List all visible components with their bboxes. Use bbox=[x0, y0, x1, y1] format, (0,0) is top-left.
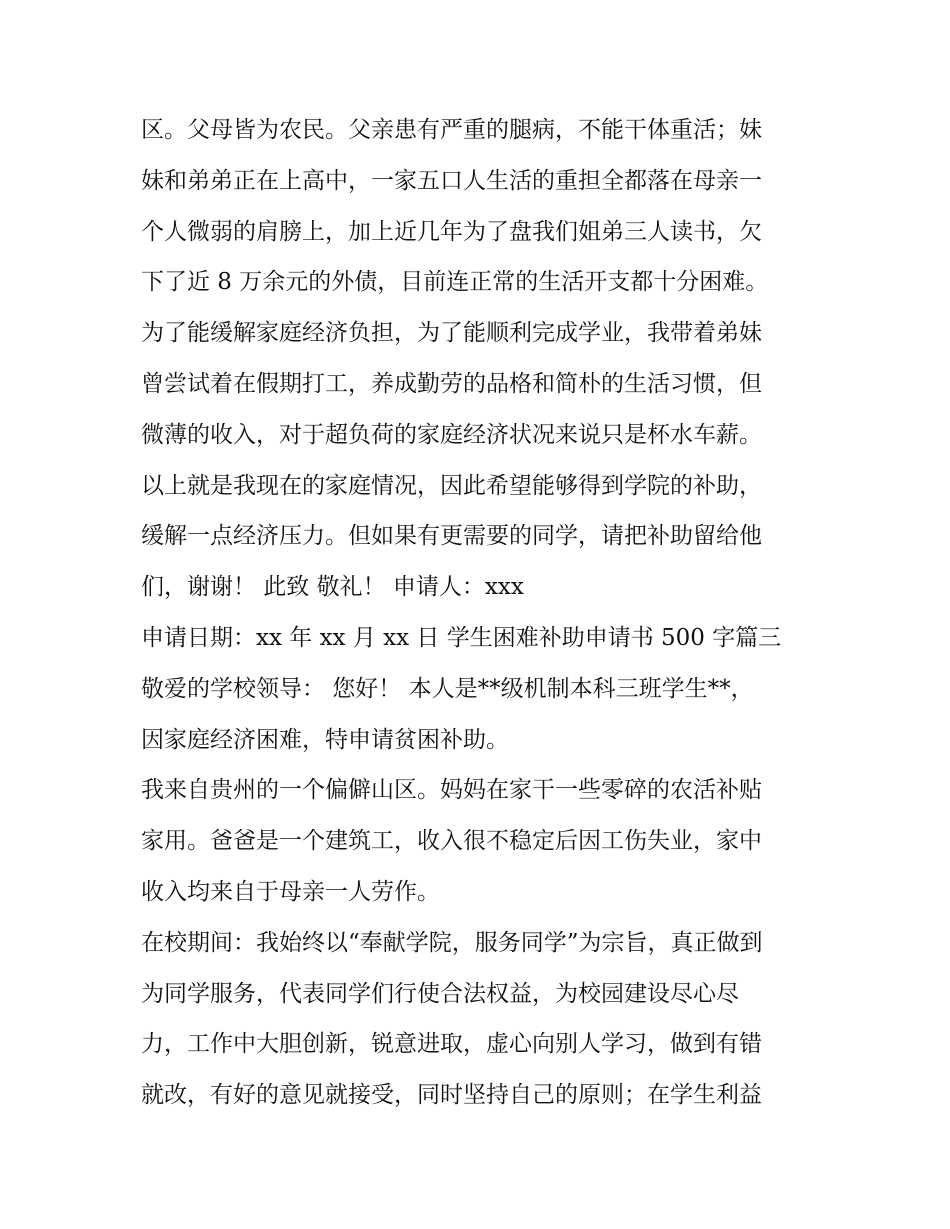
text-line: 就改，有好的意见就接受，同时坚持自己的原则；在学生利益 bbox=[141, 1082, 762, 1109]
text-line: 个人微弱的肩膀上，加上近几年为了盘我们姐弟三人读书，欠 bbox=[141, 218, 762, 245]
text-line: 以上就是我现在的家庭情况，因此希望能够得到学院的补助， bbox=[141, 472, 762, 499]
text-line: 们，谢谢！ 此致 敬礼！ 申请人：xxx bbox=[141, 574, 524, 601]
text-line: 因家庭经济困难，特申请贫困补助。 bbox=[141, 726, 509, 753]
text-line: 妹和弟弟正在上高中，一家五口人生活的重担全都落在母亲一 bbox=[141, 167, 762, 194]
text-line: 缓解一点经济压力。但如果有更需要的同学，请把补助留给他 bbox=[141, 523, 762, 550]
text-line: 区。父母皆为农民。父亲患有严重的腿病，不能干体重活；妹 bbox=[141, 117, 762, 143]
text-line: 为同学服务，代表同学们行使合法权益，为校园建设尽心尽 bbox=[141, 980, 739, 1007]
text-line: 敬爱的学校领导： 您好！ 本人是**级机制本科三班学生**， bbox=[141, 675, 754, 702]
text-line: 收入均来自于母亲一人劳作。 bbox=[141, 878, 440, 905]
text-line: 我来自贵州的一个偏僻山区。妈妈在家干一些零碎的农活补贴 bbox=[141, 777, 762, 804]
text-line: 力，工作中大胆创新，锐意进取，虚心向别人学习，做到有错 bbox=[141, 1031, 762, 1058]
text-line: 家用。爸爸是一个建筑工，收入很不稳定后因工伤失业，家中 bbox=[141, 828, 762, 855]
text-line: 申请日期：xx 年 xx 月 xx 日 学生困难补助申请书 500 字篇三 bbox=[141, 624, 782, 651]
text-line: 为了能缓解家庭经济负担，为了能顺利完成学业，我带着弟妹 bbox=[141, 320, 762, 347]
text-line: 下了近 8 万余元的外债，目前连正常的生活开支都十分困难。 bbox=[141, 269, 769, 296]
document-body bbox=[141, 105, 821, 1121]
text-line: 曾尝试着在假期打工，养成勤劳的品格和简朴的生活习惯，但 bbox=[141, 370, 762, 397]
text-line: 在校期间：我始终以“奉献学院，服务同学”为宗旨，真正做到 bbox=[141, 929, 763, 956]
text-line: 微薄的收入，对于超负荷的家庭经济状况来说只是杯水车薪。 bbox=[141, 421, 762, 448]
